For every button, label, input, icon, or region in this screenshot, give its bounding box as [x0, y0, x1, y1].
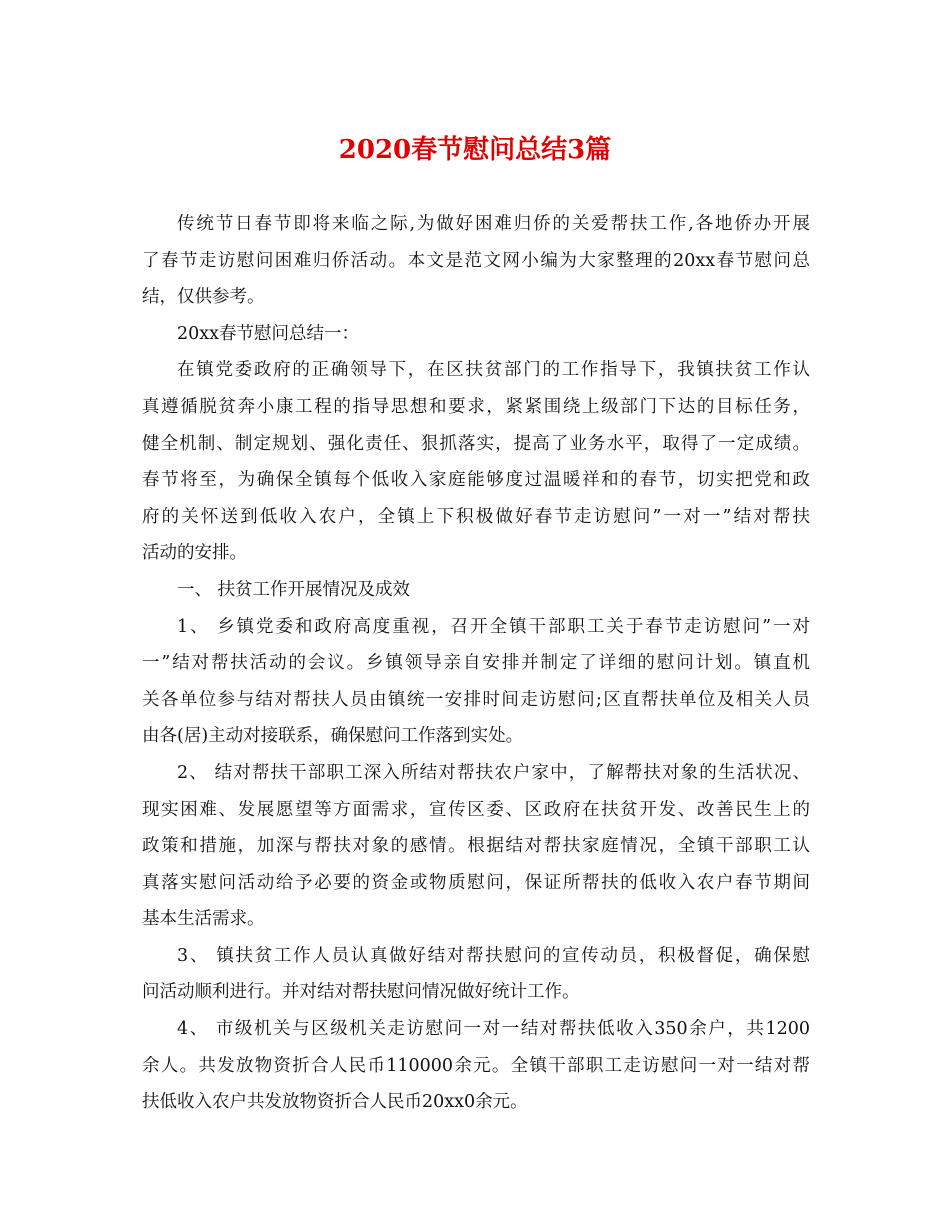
body-line: 一、 扶贫工作开展情况及成效	[177, 579, 411, 600]
body-line: 了春节走访慰问困难归侨活动。本文是范文网小编为大家整理的20xx春节慰问总	[142, 250, 810, 271]
body-line: 一”结对帮扶活动的会议。乡镇领导亲自安排并制定了详细的慰问计划。镇直机	[142, 653, 810, 674]
body-line: 现实困难、发展愿望等方面需求，宣传区委、区政府在扶贫开发、改善民生上的	[142, 799, 810, 820]
body-line: 结，仅供参考。	[142, 287, 265, 308]
document-body	[142, 206, 810, 1121]
body-line: 在镇党委政府的正确领导下，在区扶贫部门的工作指导下，我镇扶贫工作认	[177, 360, 810, 381]
body-line: 1、 乡镇党委和政府高度重视，召开全镇干部职工关于春节走访慰问”一对	[177, 616, 810, 637]
body-line: 余人。共发放物资折合人民币110000余元。全镇干部职工走访慰问一对一结对帮	[142, 1055, 810, 1076]
body-line: 春节将至，为确保全镇每个低收入家庭能够度过温暖祥和的春节，切实把党和政	[142, 470, 810, 491]
body-line: 20xx春节慰问总结一：	[177, 323, 360, 344]
body-line: 2、 结对帮扶干部职工深入所结对帮扶农户家中，了解帮扶对象的生活状况、	[177, 762, 810, 783]
body-line: 活动的安排。	[142, 543, 247, 564]
body-line: 政策和措施，加深与帮扶对象的感情。根据结对帮扶家庭情况，全镇干部职工认	[142, 836, 810, 857]
body-line: 健全机制、制定规划、强化责任、狠抓落实，提高了业务水平，取得了一定成绩。	[142, 433, 810, 454]
body-line: 由各(居)主动对接联系，确保慰问工作落到实处。	[142, 726, 524, 747]
document-title: 2020春节慰问总结3篇	[338, 135, 612, 165]
body-line: 3、 镇扶贫工作人员认真做好结对帮扶慰问的宣传动员，积极督促，确保慰	[177, 945, 810, 966]
body-line: 扶低收入农户共发放物资折合人民币20xx0余元。	[142, 1092, 528, 1113]
body-line: 真遵循脱贫奔小康工程的指导思想和要求，紧紧围绕上级部门下达的目标任务，	[142, 396, 810, 417]
body-line: 关各单位参与结对帮扶人员由镇统一安排时间走访慰问;区直帮扶单位及相关人员	[142, 689, 810, 710]
body-line: 传统节日春节即将来临之际,为做好困难归侨的关爱帮扶工作,各地侨办开展	[177, 214, 810, 234]
body-line: 问活动顺利进行。并对结对帮扶慰问情况做好统计工作。	[142, 982, 580, 1003]
body-line: 4、 市级机关与区级机关走访慰问一对一结对帮扶低收入350余户，共1200	[177, 1019, 810, 1040]
body-line: 府的关怀送到低收入农户，全镇上下积极做好春节走访慰问”一对一”结对帮扶	[142, 506, 810, 527]
body-line: 真落实慰问活动给予必要的资金或物质慰问，保证所帮扶的低收入农户春节期间	[142, 872, 810, 893]
body-line: 基本生活需求。	[142, 909, 265, 930]
